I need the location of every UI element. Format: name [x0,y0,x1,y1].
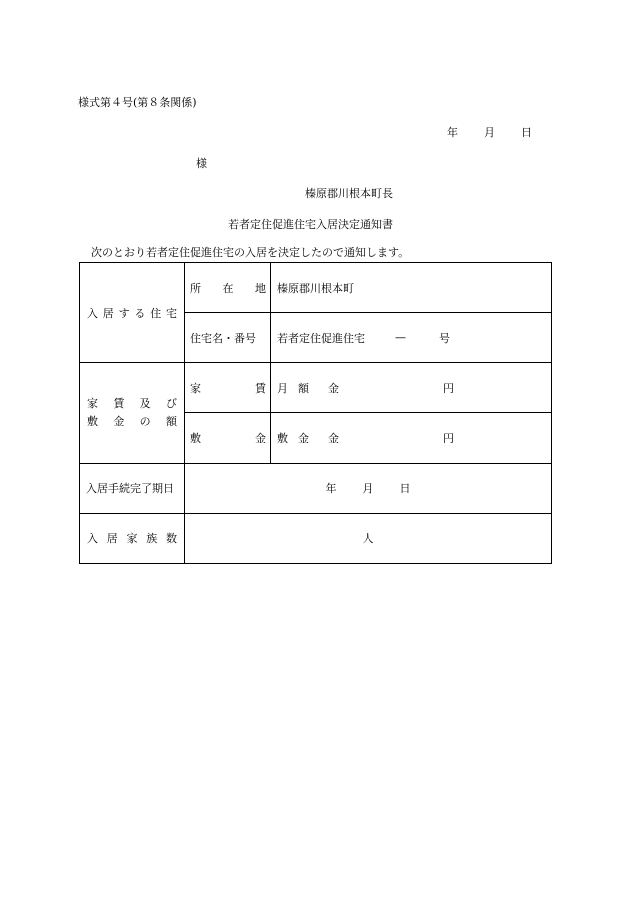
location-value-cell [271,263,552,313]
location-value: 榛原郡川根本町 [277,281,354,295]
date-year: 年 [447,126,458,139]
family-label-cell [80,513,185,563]
number-suffix: 号 [439,331,450,345]
deposit-value: 敷 金 金 円 [277,432,454,446]
deposit-value-cell [271,413,552,463]
rent-deposit-label: 家 賃 及 び 敷 金 の 額 [87,396,177,428]
form-number: 様式第４号(第８条関係) [78,96,197,109]
deadline-day: 日 [399,482,411,496]
deposit-unit: 円 [443,432,454,446]
table-row [80,513,552,563]
housing-name: 若者定住促進住宅 [277,331,365,345]
name-number-label: 住宅名・番号 [190,331,256,345]
deposit-label-cell [185,413,271,463]
name-number-value [271,330,551,346]
rent-value-cell [271,363,552,413]
rent-unit: 円 [443,381,454,395]
rent-value: 月 額 金 円 [277,381,454,395]
rent-deposit-label-cell [80,363,185,463]
name-number-value-cell [271,313,552,363]
deposit-label: 敷 金 [190,432,266,446]
family-value-cell [185,513,552,563]
date-month: 月 [484,126,495,139]
deadline-month: 月 [362,482,374,496]
issuer-name: 榛原郡川根本町長 [305,187,393,200]
addressee-suffix: 様 [196,157,207,170]
table-row [80,463,552,513]
housing-label: 入 居 す る 住 宅 [87,306,177,320]
deadline-value-cell [185,463,552,513]
intro-text: 次のとおり若者定住促進住宅の入居を決定したので通知します。 [91,246,410,259]
document-title: 若者定住促進住宅入居決定通知書 [228,218,393,231]
date-line [447,126,532,140]
date-day: 日 [521,126,532,139]
table-row [80,363,552,413]
deadline-label-cell [80,463,185,513]
location-label: 所 在 地 [190,281,266,295]
name-number-label-cell [185,313,271,363]
notification-table [79,262,552,564]
rent-label: 家 賃 [190,381,266,395]
family-unit: 人 [362,532,374,546]
rent-label-cell [185,363,271,413]
family-label: 入 居 家 族 数 [87,532,177,546]
table-row [80,263,552,313]
location-label-cell [185,263,271,313]
housing-label-cell [80,263,185,363]
deadline-year: 年 [325,482,337,496]
number-dash: — [395,331,406,345]
deadline-label: 入居手続完了期日 [86,482,174,496]
